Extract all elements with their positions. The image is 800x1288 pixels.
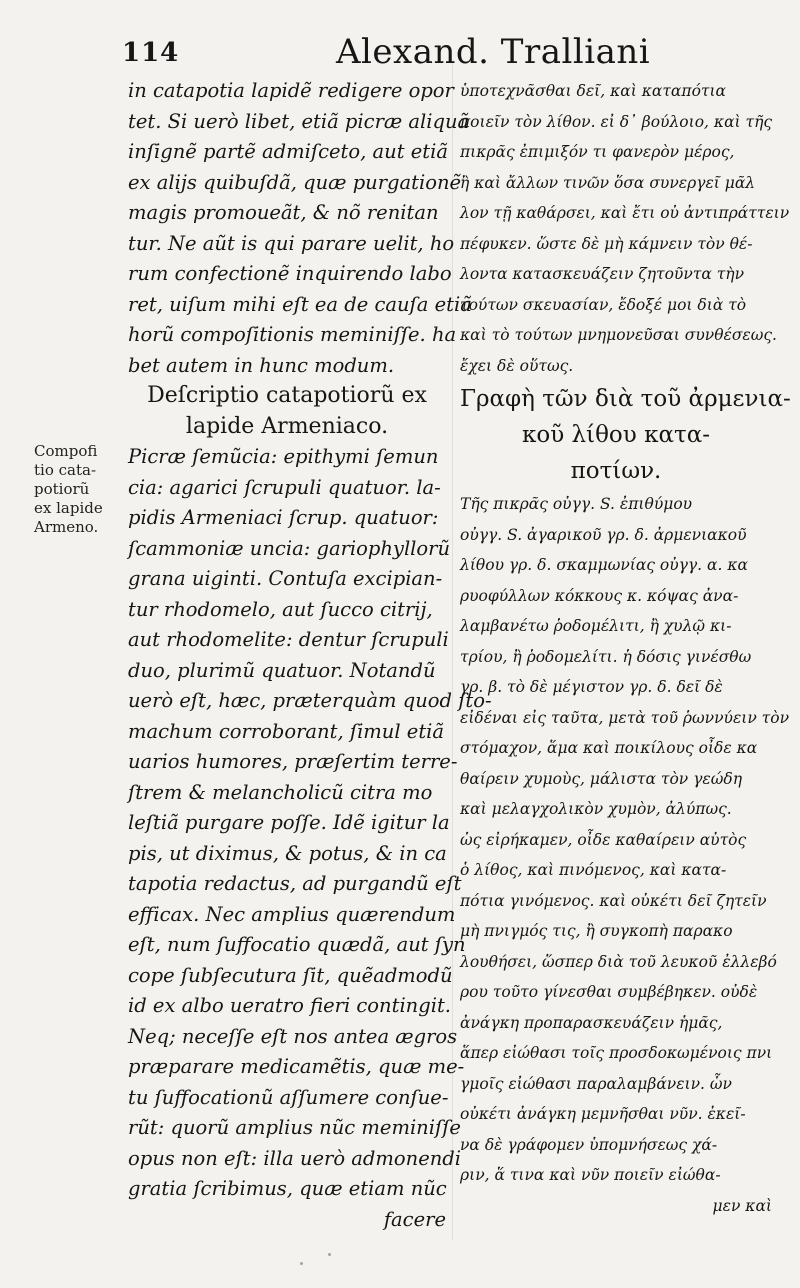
greek-text-line: καὶ μελαγχολικὸν χυμὸν, ἀλύπως. [460,800,732,818]
latin-text-line: cope ſubſecutura ſit, quẽadmodũ [128,963,453,987]
latin-text-line: bet autem in hunc modum. [128,353,395,377]
greek-text-line: μεν καὶ [712,1196,772,1215]
greek-text-line: ἔχει δὲ οὕτως. [460,356,574,375]
latin-text-line: duo, plurimũ quatuor. Notandũ [128,658,436,682]
greek-heading-line: ποτίων. [570,458,662,484]
margin-note-line: Armeno. [34,518,99,536]
greek-text-line: Τῆς πικρᾶς οὐγγ. S. ἐπιθύμου [460,495,693,513]
greek-column [460,76,791,1221]
latin-text-line: uerò eſt, hæc, præterquàm quod ſto- [128,689,492,712]
greek-text-line: ἅπερ εἰώθασι τοῖς προσδοκωμένοις πνι [460,1044,773,1062]
latin-text-line: in catapotia lapidẽ redigere opor [128,79,454,102]
margin-note [34,442,126,537]
greek-text-line: λον τῇ καθάρσει, καὶ ἔτι οὐ ἀντιπράττειν [460,204,790,222]
greek-text-line: οὐγγ. S. ἀγαρικοῦ γρ. δ. ἀρμενιακοῦ [460,525,747,544]
greek-text-line: ἀνάγκη προπαρασκευάζειν ἡμᾶς, [460,1013,723,1032]
greek-text-line: γμοῖς εἰώθασι παραλαμβάνειν. ὧν [460,1074,732,1093]
greek-text-line: ἢ καὶ ἄλλων τινῶν ὅσα συνεργεῖ μᾶλ [460,173,756,192]
latin-text-line: gratia ſcribimus, quæ etiam nũc [128,1177,447,1200]
margin-note-line: ex lapide [34,499,103,517]
latin-text-line: id ex albo ueratro fieri contingit. [128,994,451,1017]
latin-text-line: leſtiã purgare poſſe. Idẽ igitur la [128,811,450,834]
latin-text-line: tu ſuffocationũ aſſumere conſue- [128,1085,449,1109]
latin-text-line: ret, uiſum mihi eſt ea de cauſa etiã [128,292,472,316]
latin-text-line: ſtrem & melancholicũ citra mo [128,780,433,804]
latin-text-line: tapotia redactus, ad purgandũ eſt [128,872,462,895]
latin-text-line: horũ compoſitionis meminiſſe. ha [128,323,457,346]
latin-text-line: grana uiginti. Contuſa excipian- [128,567,443,590]
latin-text-line: tur rhodomelo, aut ſucco citrij, [128,597,433,621]
greek-text-line: ρυοφύλλων κόκκους κ. κόψας ἀνα- [460,586,739,605]
greek-text-line: λοντα κατασκευάζειν ζητοῦντα τὴν [460,265,745,283]
greek-text-line: πέφυκεν. ὥστε δὲ μὴ κάμνειν τὸν θέ- [460,234,753,253]
latin-text-line: rũt: quorũ amplius nũc meminiſſe [128,1116,461,1139]
latin-text-line: efficax. Nec amplius quærendum [128,902,456,926]
greek-text-line: ὑποτεχνᾶσθαι δεῖ, καὶ καταπότια [460,82,727,100]
latin-text-line: uarios humores, præſertim terre- [128,750,458,773]
latin-text-line: eſt, num ſuffocatio quædã, aut ſyn [128,933,466,956]
latin-text-line: ex alijs quibuſdã, quæ purgationẽ [128,170,462,194]
greek-text-line: πικρᾶς ἐπιμιξόν τι φανερὸν μέρος, [460,143,735,161]
greek-text-line: λουθήσει, ὥσπερ διὰ τοῦ λευκοῦ ἐλλεβό [460,952,777,971]
greek-text-line: ὡς εἰρήκαμεν, οἶδε καθαίρειν αὐτὸς [460,830,747,849]
latin-text-line: cia: agarici ſcrupuli quatuor. la- [128,475,441,499]
latin-text-line: pis, ut diximus, & potus, & in ca [128,841,447,865]
greek-text-line: ριν, ἅ τινα καὶ νῦν ποιεῖν εἰώθα- [460,1166,721,1184]
margin-note-line: potiorũ [34,480,90,498]
greek-text-line: τούτων σκευασίαν, ἔδοξέ μοι διὰ τὸ [460,295,747,314]
greek-text-line: καὶ τὸ τούτων μνημονεῦσαι συνθέσεως. [460,326,777,344]
greek-text-line: οὐκέτι ἀνάγκη μεμνῆσθαι νῦν. ἐκεῖ- [460,1105,746,1123]
latin-text-line: rum confectionẽ inquirendo labo [128,262,452,285]
latin-text-line: tur. Ne aũt is qui parare uelit, ho [128,231,455,255]
running-title: Alexand. Tralliani [336,32,651,72]
greek-text-line: να δὲ γράφομεν ὑπομνήσεως χά- [460,1135,718,1154]
greek-text-line: ὁ λίθος, καὶ πινόμενος, καὶ κατα- [460,861,727,879]
ink-speck [300,1262,303,1265]
latin-text-line: præparare medicamẽtis, quæ me- [128,1055,465,1078]
latin-text-line: magis promoueãt, & nõ renitan [128,201,439,224]
latin-text-line: opus non eſt: illa uerò admonendi [128,1146,462,1170]
greek-text-line: θαίρειν χυμοὺς, μάλιστα τὸν γεώδη [460,769,742,788]
margin-note-line: tio cata- [34,461,97,479]
latin-text-line: ſcammoniæ uncia: gariophyllorũ [128,536,451,560]
greek-text-line: τρίου, ἢ ῥοδομελίτι. ἡ δόσις γινέσθω [460,647,752,666]
greek-text-line: μὴ πνιγμός τις, ἢ συγκοπὴ παρακο [460,922,733,940]
latin-text-line: tet. Si uerò libet, etiã picræ aliquã [128,109,470,133]
ink-speck [328,1253,331,1256]
greek-text-line: πότια γινόμενος. καὶ οὐκέτι δεῖ ζητεῖν [460,891,767,910]
greek-text-line: λαμβανέτω ῥοδομέλιτι, ἢ χυλῷ κι- [460,617,732,635]
latin-text-line: machum corroborant, ſimul etiã [128,719,445,743]
latin-heading-line: Deſcriptio catapotiorũ ex [147,383,427,408]
latin-text-line: inſignẽ partẽ admiſceto, aut etiã [128,140,448,163]
latin-heading-line: lapide Armeniaco. [185,413,389,439]
latin-text-line: facere [383,1207,446,1231]
latin-text-line: Picræ ſemũcia: epithymi ſemun [128,445,439,468]
greek-text-line: λίθου γρ. δ. σκαμμωνίας οὐγγ. α. κα [460,556,748,574]
greek-text-line: ποιεῖν τὸν λίθον. εἰ δ᾽ βούλοιο, καὶ τῆς [460,112,773,131]
greek-heading-line: Γραφὴ τῶν διὰ τοῦ ἀρμενια- [460,386,791,412]
latin-column [128,76,492,1235]
greek-text-line: στόμαχον, ἅμα καὶ ποικίλους οἶδε κα [460,739,758,757]
greek-heading-line: κοῦ λίθου κατα- [521,422,711,448]
greek-text-line: ρου τοῦτο γίνεσθαι συμβέβηκεν. οὐδὲ [460,983,758,1001]
greek-text-line: εἰδέναι εἰς ταῦτα, μετὰ τοῦ ῥωννύειν τὸν [460,708,790,727]
page-number: 114 [122,38,180,68]
margin-note-line: Compofi [34,442,98,460]
latin-text-line: Neq; neceſſe eſt nos antea ægros [128,1024,458,1048]
greek-text-line: γρ. β. τὸ δὲ μέγιστον γρ. δ. δεῖ δὲ [460,678,723,696]
latin-text-line: pidis Armeniaci ſcrup. quatuor: [128,506,439,529]
latin-text-line: aut rhodomelite: dentur ſcrupuli [128,628,449,651]
